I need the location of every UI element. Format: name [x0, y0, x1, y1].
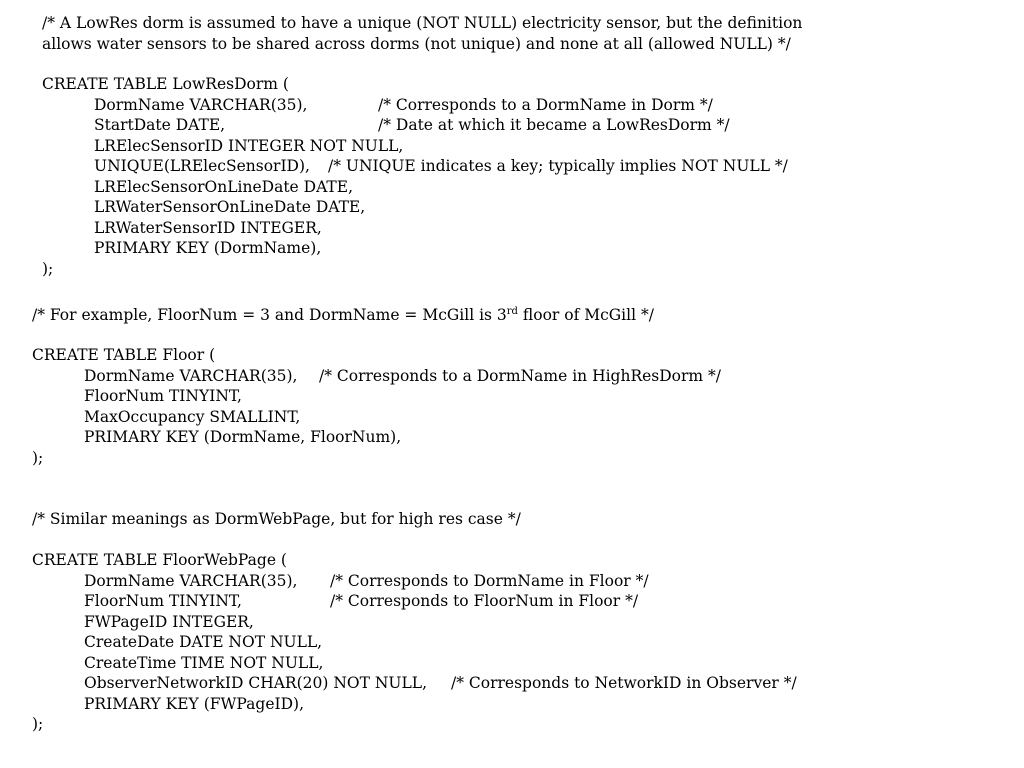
block1-row-code: DormName VARCHAR(35),: [94, 96, 308, 114]
block2-comment: [32, 305, 654, 325]
block3-row-comment: /* Corresponds to NetworkID in Observer */: [451, 674, 797, 692]
block3-row-code: FWPageID INTEGER,: [84, 613, 254, 631]
block3-row-code: ObserverNetworkID CHAR(20) NOT NULL,: [84, 674, 428, 692]
block1-row-code: LRElecSensorOnLineDate DATE,: [94, 178, 354, 196]
block2-create-statement: CREATE TABLE Floor (: [32, 346, 216, 364]
block3-create-statement: CREATE TABLE FloorWebPage (: [32, 551, 287, 569]
block3-comment: /* Similar meanings as DormWebPage, but for high res case */: [32, 510, 521, 528]
block2-row-code: FloorNum TINYINT,: [84, 387, 242, 405]
block2-comment-post: floor of McGill */: [517, 306, 654, 324]
block1-row-code: UNIQUE(LRElecSensorID),: [94, 157, 310, 175]
block1-comment-line-1: /* A LowRes dorm is assumed to have a unique (NOT NULL) electricity sensor, but the definition: [42, 14, 803, 32]
block1-row-code: LRWaterSensorID INTEGER,: [94, 219, 322, 237]
block1-row-code: LRElecSensorID INTEGER NOT NULL,: [94, 137, 404, 155]
block3-row-code: DormName VARCHAR(35),: [84, 572, 298, 590]
block2-comment-pre: /* For example, FloorNum = 3 and DormName = McGill is 3: [32, 306, 507, 324]
block2-row-code: DormName VARCHAR(35),: [84, 367, 298, 385]
block1-row-code: StartDate DATE,: [94, 116, 226, 134]
block2-row-comment: /* Corresponds to a DormName in HighResDorm */: [319, 367, 722, 385]
block1-row-comment: /* Corresponds to a DormName in Dorm */: [378, 96, 713, 114]
block1-create-statement: CREATE TABLE LowResDorm (: [42, 75, 289, 93]
block1-row-comment: /* UNIQUE indicates a key; typically implies NOT NULL */: [328, 157, 788, 175]
block1-row-comment: /* Date at which it became a LowResDorm */: [378, 116, 730, 134]
block1-close: );: [42, 260, 54, 278]
block3-row-code: CreateTime TIME NOT NULL,: [84, 654, 324, 672]
block3-row-code: CreateDate DATE NOT NULL,: [84, 633, 323, 651]
block3-row-code: FloorNum TINYINT,: [84, 592, 242, 610]
block3-row-comment: /* Corresponds to DormName in Floor */: [330, 572, 649, 590]
block3-close: );: [32, 715, 44, 733]
block1-row-code: LRWaterSensorOnLineDate DATE,: [94, 198, 366, 216]
block2-row-code: MaxOccupancy SMALLINT,: [84, 408, 301, 426]
block3-row-code: PRIMARY KEY (FWPageID),: [84, 695, 305, 713]
block2-close: );: [32, 449, 44, 467]
block2-comment-sup: rd: [506, 306, 518, 317]
block1-row-code: PRIMARY KEY (DormName),: [94, 239, 322, 257]
block2-row-code: PRIMARY KEY (DormName, FloorNum),: [84, 428, 402, 446]
block1-comment-line-2: allows water sensors to be shared across dorms (not unique) and none at all (allowed NULL) */: [42, 35, 791, 53]
block3-row-comment: /* Corresponds to FloorNum in Floor */: [330, 592, 639, 610]
